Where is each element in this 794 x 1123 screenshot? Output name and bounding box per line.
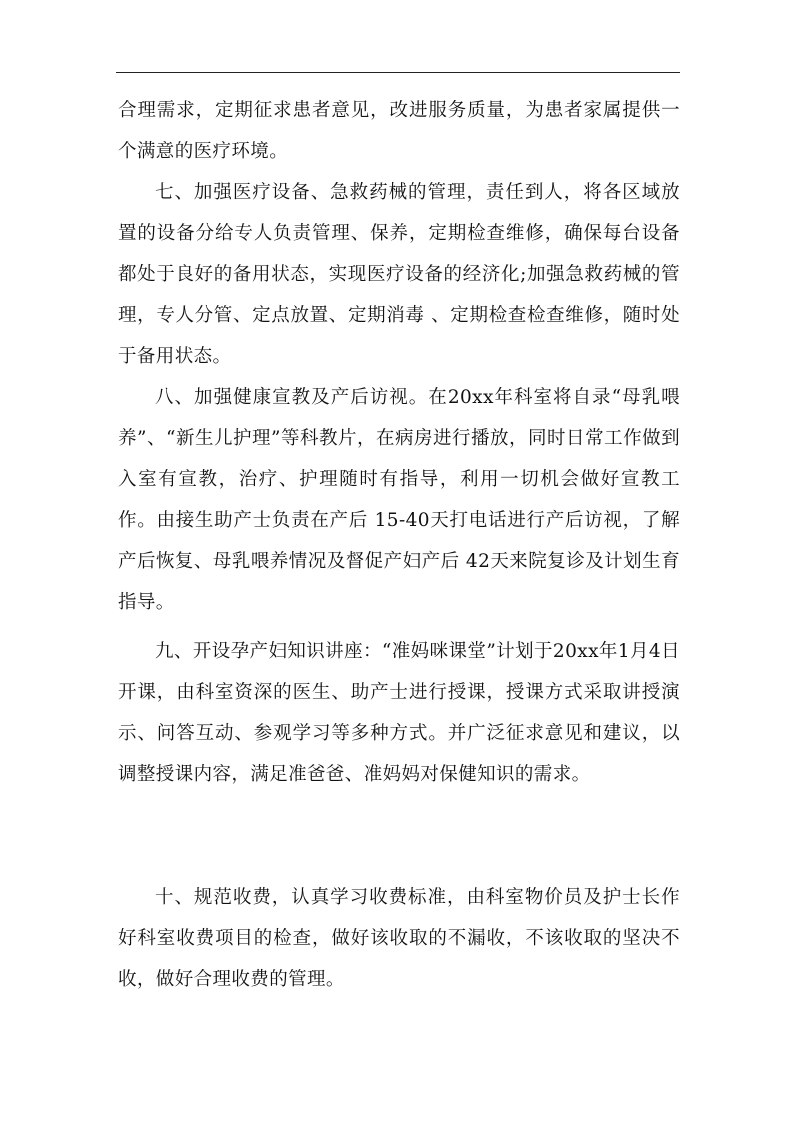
paragraph-continuation: 合理需求，定期征求患者意见，改进服务质量，为患者家属提供一个满意的医疗环境。	[118, 100, 680, 162]
paragraph-nine: 九、开设孕产妇知识讲座：“准妈咪课堂”计划于20xx年1月4日开课，由科室资深的医生、助产士进行授课，授课方式采取讲授演示、问答互动、参观学习等多种方式。并广泛征求意见和建议，以调整授课内容，满足准爸爸、准妈妈对保健知识的需求。	[118, 641, 680, 785]
paragraph-ten: 十、规范收费，认真学习收费标准，由科室物价员及护士长作好科室收费项目的检查，做好该收取的不漏收，不该收取的坚决不收，做好合理收费的管理。	[118, 887, 680, 990]
paragraph-eight: 八、加强健康宣教及产后访视。在20xx年科室将自录“母乳喂养”、“新生儿护理”等科教片，在病房进行播放，同时日常工作做到入室有宣教，治疗、护理随时有指导，利用一切机会做好宣教工作。由接生助产士负责在产后 15-40天打电话进行产后访视，了解产后恢复、母乳喂养情况及督促产妇产后 42天来院复诊及计划生育指导。	[118, 387, 680, 613]
paragraph-seven: 七、加强医疗设备、急救药械的管理，责任到人，将各区域放置的设备分给专人负责管理、保养，定期检查维修，确保每台设备都处于良好的备用状态，实现医疗设备的经济化;加强急救药械的管理，专人分管、定点放置、定期消毒 、定期检查检查维修，随时处于备用状态。	[118, 182, 680, 367]
header-rule	[116, 72, 680, 73]
